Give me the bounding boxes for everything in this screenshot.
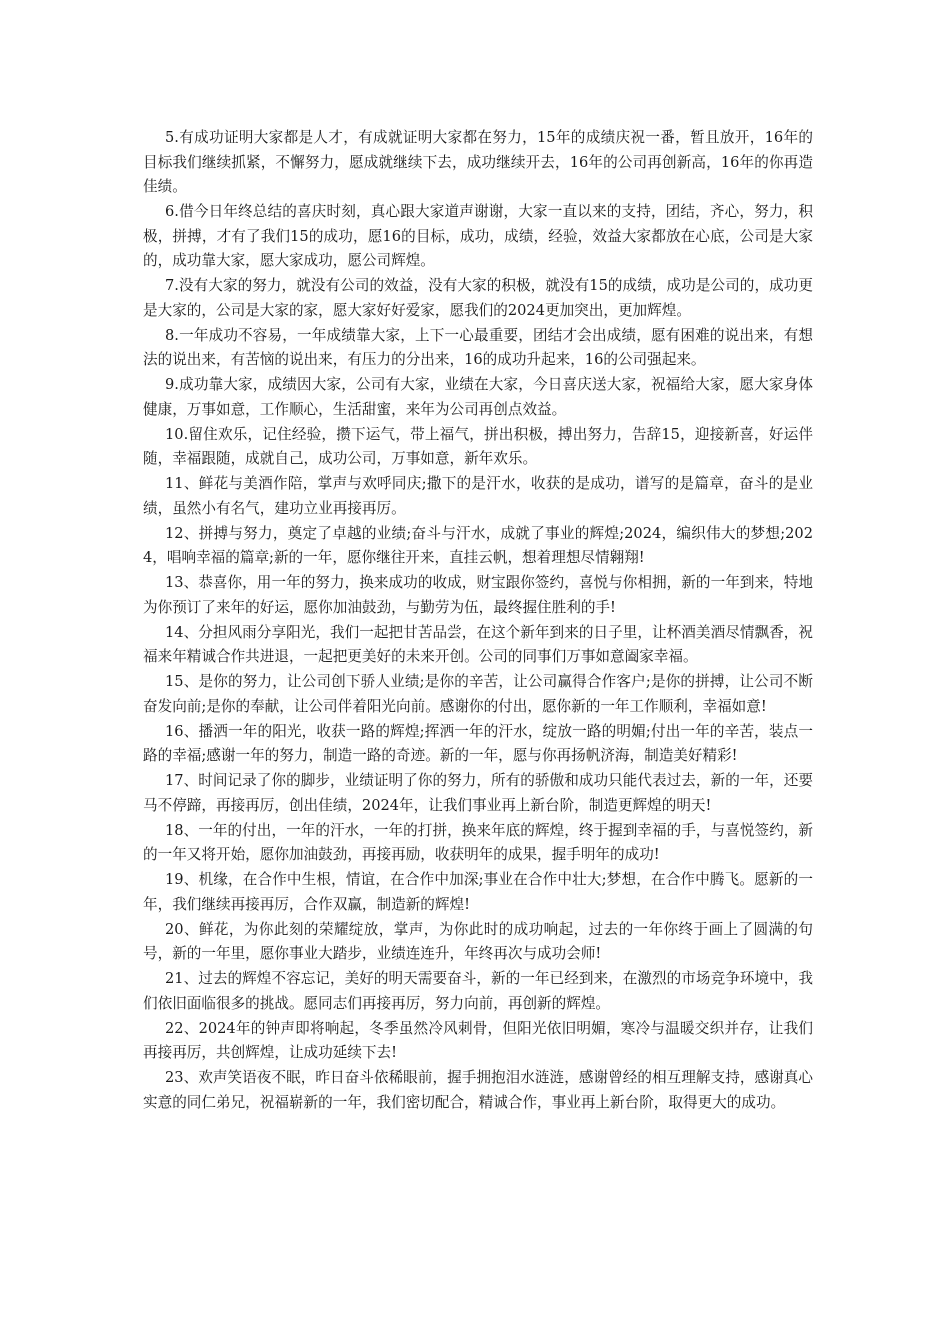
paragraph-14: 14、分担风雨分享阳光，我们一起把甘苦品尝，在这个新年到来的日子里，让杯酒美酒尽情飘香，祝福来年精诚合作共进退，一起把更美好的未来开创。公司的同事们万事如意阖家幸福。 — [143, 623, 813, 665]
paragraph-19: 19、机缘，在合作中生根，情谊，在合作中加深;事业在合作中壮大;梦想，在合作中腾飞。愿新的一年，我们继续再接再厉，合作双赢，制造新的辉煌! — [143, 871, 813, 913]
paragraph-21: 21、过去的辉煌不容忘记，美好的明天需要奋斗，新的一年已经到来，在激烈的市场竞争环境中，我们依旧面临很多的挑战。愿同志们再接再厉，努力向前，再创新的辉煌。 — [143, 970, 813, 1012]
paragraph-11: 11、鲜花与美酒作陪，掌声与欢呼同庆;撒下的是汗水，收获的是成功，谱写的是篇章，奋斗的是业绩，虽然小有名气，建功立业再接再厉。 — [143, 475, 813, 517]
paragraph-17: 17、时间记录了你的脚步，业绩证明了你的努力，所有的骄傲和成功只能代表过去，新的一年，还要马不停蹄，再接再厉，创出佳绩，2024年，让我们事业再上新台阶，制造更辉煌的明天! — [143, 772, 813, 814]
paragraph-22: 22、2024年的钟声即将响起，冬季虽然冷风刺骨，但阳光依旧明媚，寒冷与温暖交织并存，让我们再接再厉，共创辉煌，让成功延续下去! — [143, 1019, 813, 1061]
paragraph-8: 8.一年成功不容易，一年成绩靠大家，上下一心最重要，团结才会出成绩，愿有困难的说出来，有想法的说出来，有苦恼的说出来，有压力的分出来，16的成功升起来，16的公司强起来。 — [143, 326, 813, 368]
paragraph-13: 13、恭喜你，用一年的努力，换来成功的收成，财宝跟你签约，喜悦与你相拥，新的一年到来，特地为你预订了来年的好运，愿你加油鼓劲，与勤劳为伍，最终握住胜利的手! — [143, 574, 813, 616]
paragraph-18: 18、一年的付出，一年的汗水，一年的打拼，换来年底的辉煌，终于握到幸福的手，与喜悦签约，新的一年又将开始，愿你加油鼓劲，再接再励，收获明年的成果，握手明年的成功! — [143, 821, 813, 863]
document-body — [143, 126, 813, 1116]
paragraph-16: 16、播洒一年的阳光，收获一路的辉煌;挥洒一年的汗水，绽放一路的明媚;付出一年的辛苦，装点一路的幸福;感谢一年的努力，制造一路的奇迹。新的一年，愿与你再扬帆济海，制造美好精彩! — [143, 722, 813, 764]
paragraph-15: 15、是你的努力，让公司创下骄人业绩;是你的辛苦，让公司赢得合作客户;是你的拼搏，让公司不断奋发向前;是你的奉献，让公司伴着阳光向前。感谢你的付出，愿你新的一年工作顺利，幸福如意! — [143, 673, 813, 715]
paragraph-23: 23、欢声笑语夜不眠，昨日奋斗依稀眼前，握手拥抱泪水涟涟，感谢曾经的相互理解支持，感谢真心实意的同仁弟兄，祝福崭新的一年，我们密切配合，精诚合作，事业再上新台阶，取得更大的成功。 — [143, 1069, 813, 1111]
paragraph-20: 20、鲜花，为你此刻的荣耀绽放，掌声，为你此时的成功响起，过去的一年你终于画上了圆满的句号，新的一年里，愿你事业大踏步，业绩连连升，年终再次与成功会师! — [143, 920, 813, 962]
paragraph-6: 6.借今日年终总结的喜庆时刻，真心跟大家道声谢谢，大家一直以来的支持，团结，齐心，努力，积极，拼搏，才有了我们15的成功，愿16的目标，成功，成绩，经验，效益大家都放在心底，公司是大家的，成功靠大家，愿大家成功，愿公司辉煌。 — [143, 203, 813, 269]
paragraph-12: 12、拼搏与努力，奠定了卓越的业绩;奋斗与汗水，成就了事业的辉煌;2024，编织伟大的梦想;2024，唱响幸福的篇章;新的一年，愿你继往开来，直挂云帆，想着理想尽情翱翔! — [143, 524, 813, 566]
paragraph-5: 5.有成功证明大家都是人才，有成就证明大家都在努力，15年的成绩庆祝一番，暂且放开，16年的目标我们继续抓紧，不懈努力，愿成就继续下去，成功继续开去，16年的公司再创新高，16年的你再造佳绩。 — [143, 129, 813, 195]
paragraph-9: 9.成功靠大家，成绩因大家，公司有大家，业绩在大家，今日喜庆送大家，祝福给大家，愿大家身体健康，万事如意，工作顺心，生活甜蜜，来年为公司再创点效益。 — [143, 376, 813, 418]
paragraph-7: 7.没有大家的努力，就没有公司的效益，没有大家的积极，就没有15的成绩，成功是公司的，成功更是大家的，公司是大家的家，愿大家好好爱家，愿我们的2024更加突出，更加辉煌。 — [143, 277, 813, 319]
paragraph-10: 10.留住欢乐，记住经验，攒下运气，带上福气，拼出积极，搏出努力，告辞15，迎接新喜，好运伴随，幸福跟随，成就自己，成功公司，万事如意，新年欢乐。 — [143, 425, 813, 467]
